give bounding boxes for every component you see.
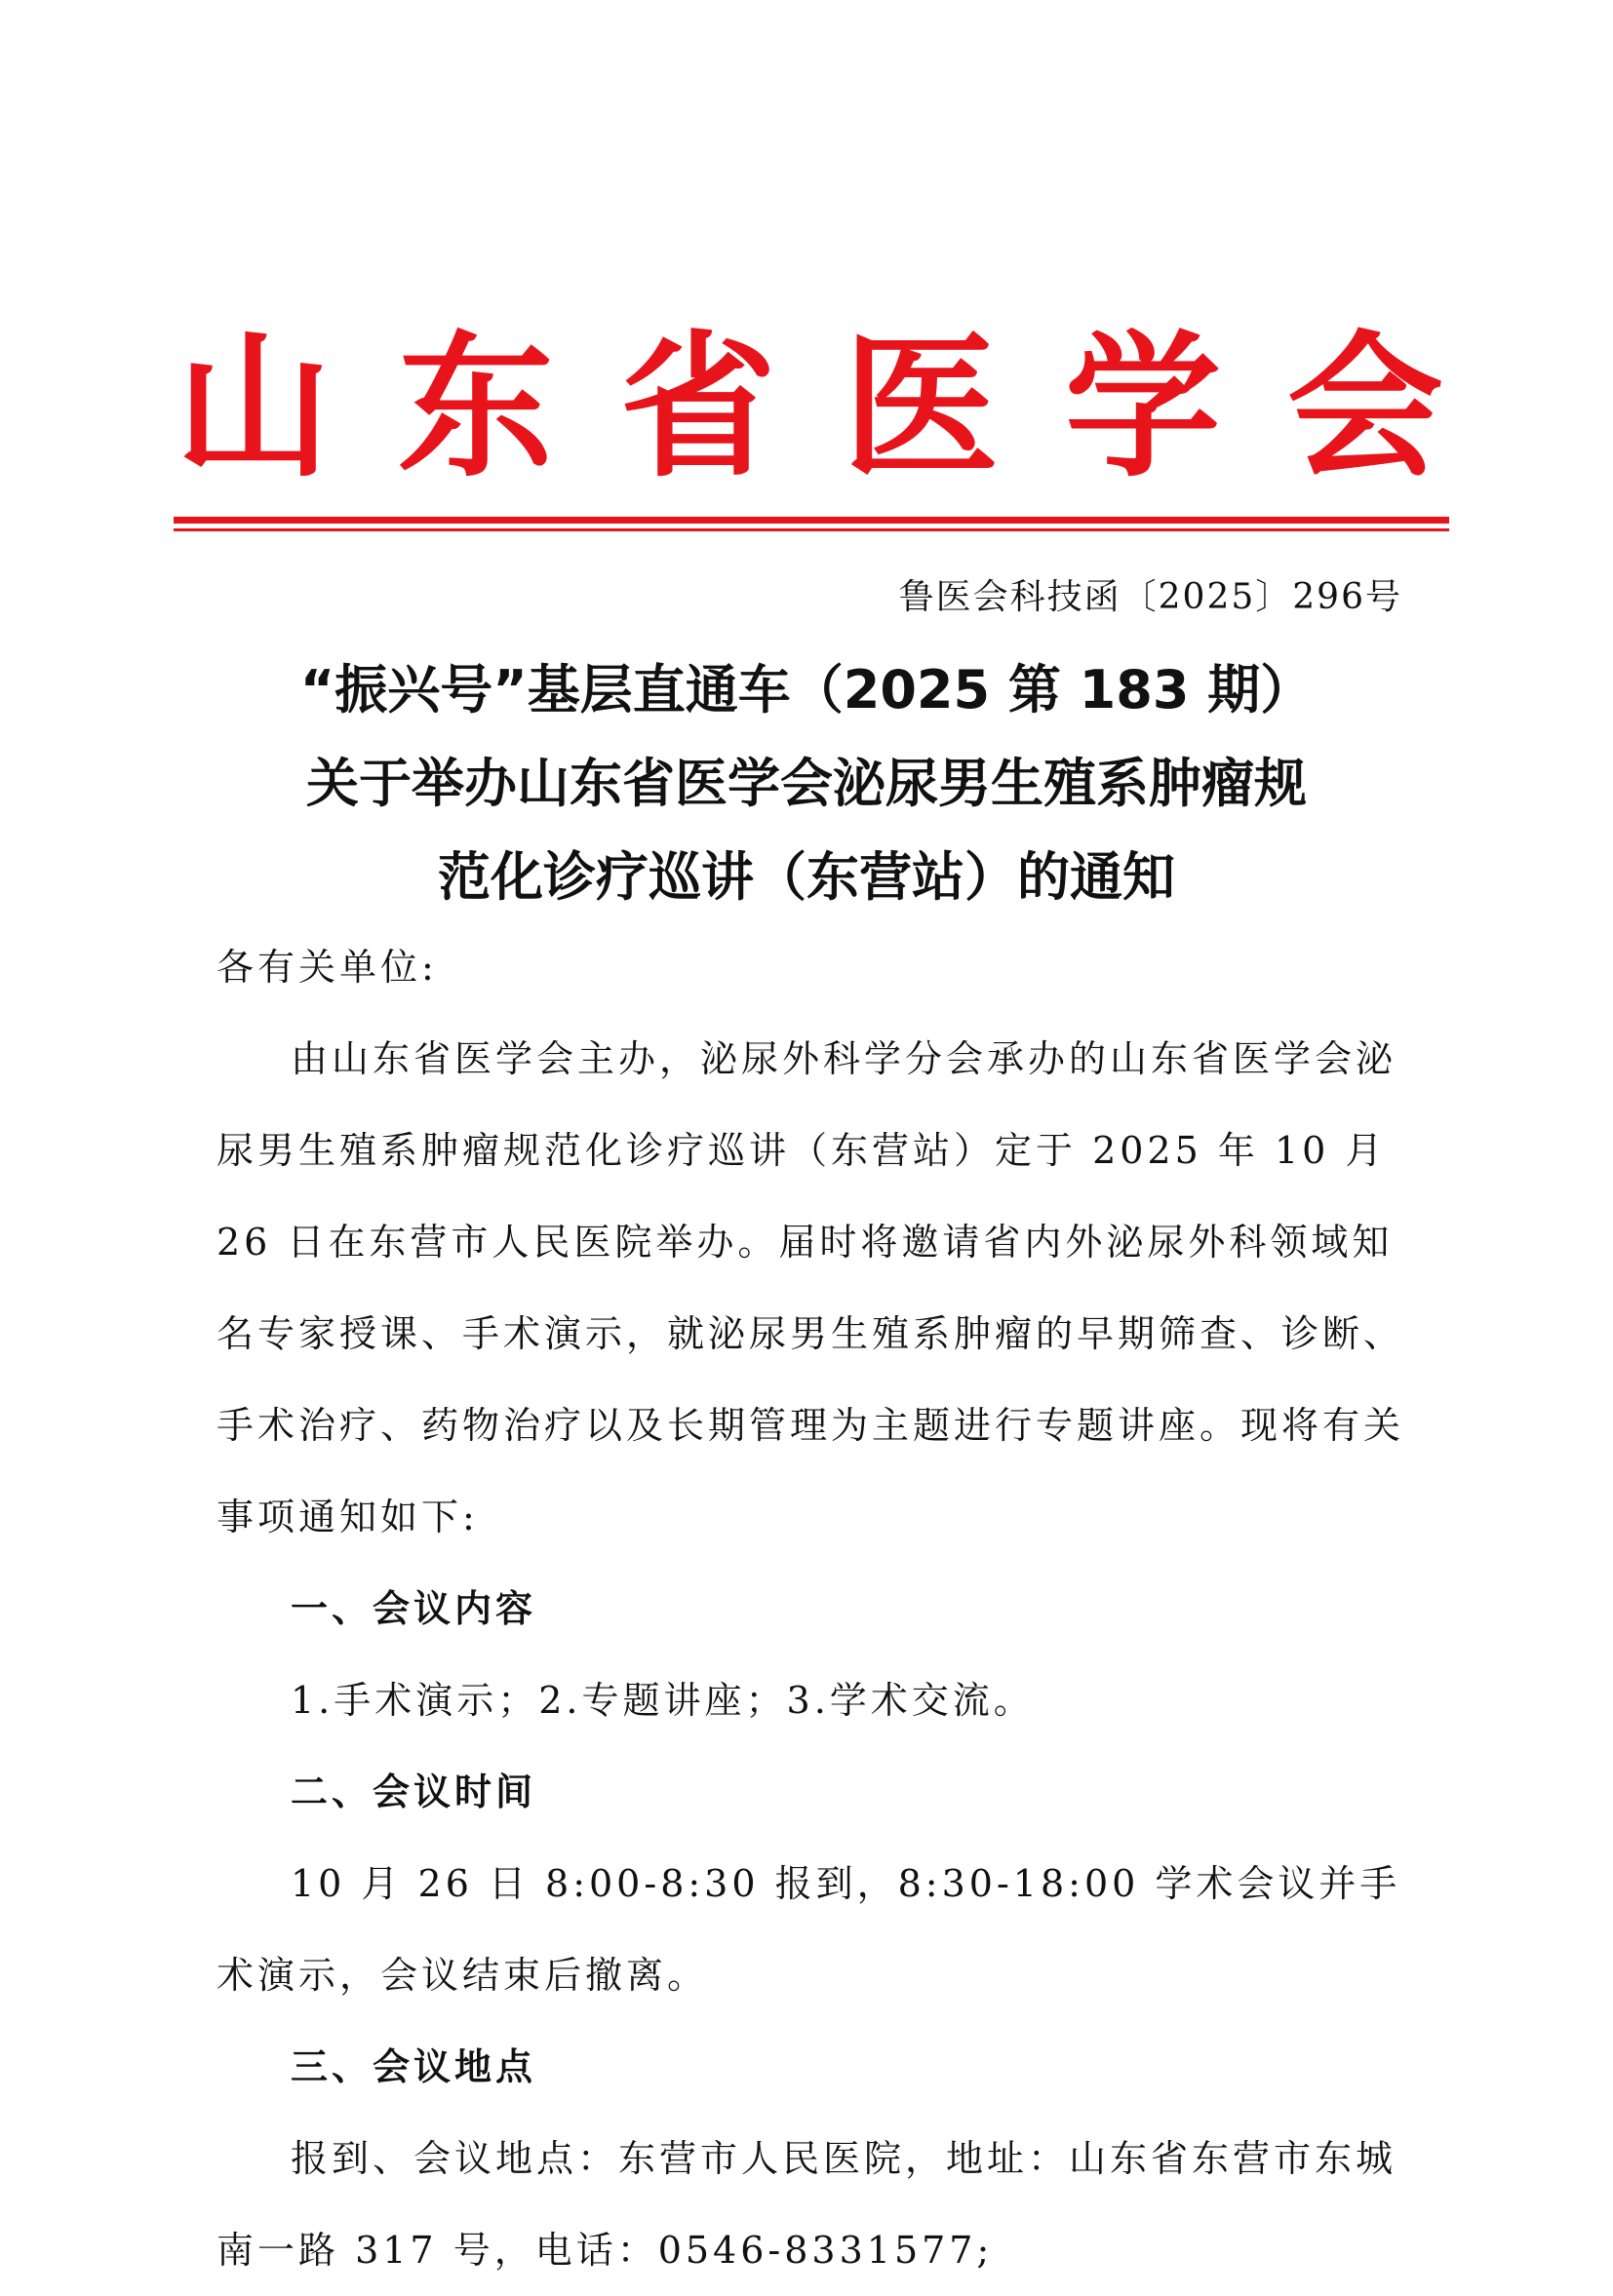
masthead-char: 山 bbox=[176, 315, 333, 498]
masthead-char: 省 bbox=[619, 315, 776, 498]
document-title bbox=[195, 643, 1418, 924]
document-body bbox=[216, 921, 1406, 2296]
salutation: 各有关单位: bbox=[216, 946, 438, 989]
section-heading-content: 一、会议内容 bbox=[291, 1587, 537, 1630]
title-line-3: 范化诊疗巡讲（东营站）的通知 bbox=[438, 846, 1175, 908]
section-text-content: 1.手术演示；2.专题讲座；3.学术交流。 bbox=[291, 1679, 1035, 1722]
section-text-time: 10 月 26 日 8:00-8:30 报到，8:30-18:00 学术会议并手术演示，会议结束后撤离。 bbox=[216, 1862, 1401, 1997]
masthead-char: 东 bbox=[397, 315, 554, 498]
section-text-location: 报到、会议地点：东营市人民医院，地址：山东省东营市东城南一路 317 号，电话：0546-8331577; bbox=[216, 2137, 1397, 2272]
masthead-org-name bbox=[176, 315, 1443, 498]
document-number: 鲁医会科技函〔2025〕296号 bbox=[898, 577, 1402, 617]
masthead-char: 医 bbox=[842, 315, 999, 498]
masthead-char: 学 bbox=[1064, 315, 1221, 498]
masthead-divider-thick bbox=[174, 517, 1449, 524]
masthead-char: 会 bbox=[1286, 315, 1443, 498]
masthead-divider-thin bbox=[174, 528, 1449, 531]
section-heading-location: 三、会议地点 bbox=[291, 2045, 537, 2088]
section-heading-time: 二、会议时间 bbox=[291, 1771, 537, 1813]
intro-paragraph: 由山东省医学会主办，泌尿外科学分会承办的山东省医学会泌尿男生殖系肿瘤规范化诊疗巡讲（东营站）定于 2025 年 10 月 26 日在东营市人民医院举办。届时将邀请省内外泌尿外科领域知名专家授课、手术演示，就泌尿男生殖系肿瘤的早期筛查、诊断、手术治疗、药物治疗以及长期管理为主题进行专题讲座。现将有关事项通知如下: bbox=[216, 1037, 1405, 1538]
title-line-2: 关于举办山东省医学会泌尿男生殖系肿瘤规 bbox=[306, 753, 1307, 814]
title-line-1: “振兴号”基层直通车（2025 第 183 期） bbox=[299, 659, 1314, 720]
